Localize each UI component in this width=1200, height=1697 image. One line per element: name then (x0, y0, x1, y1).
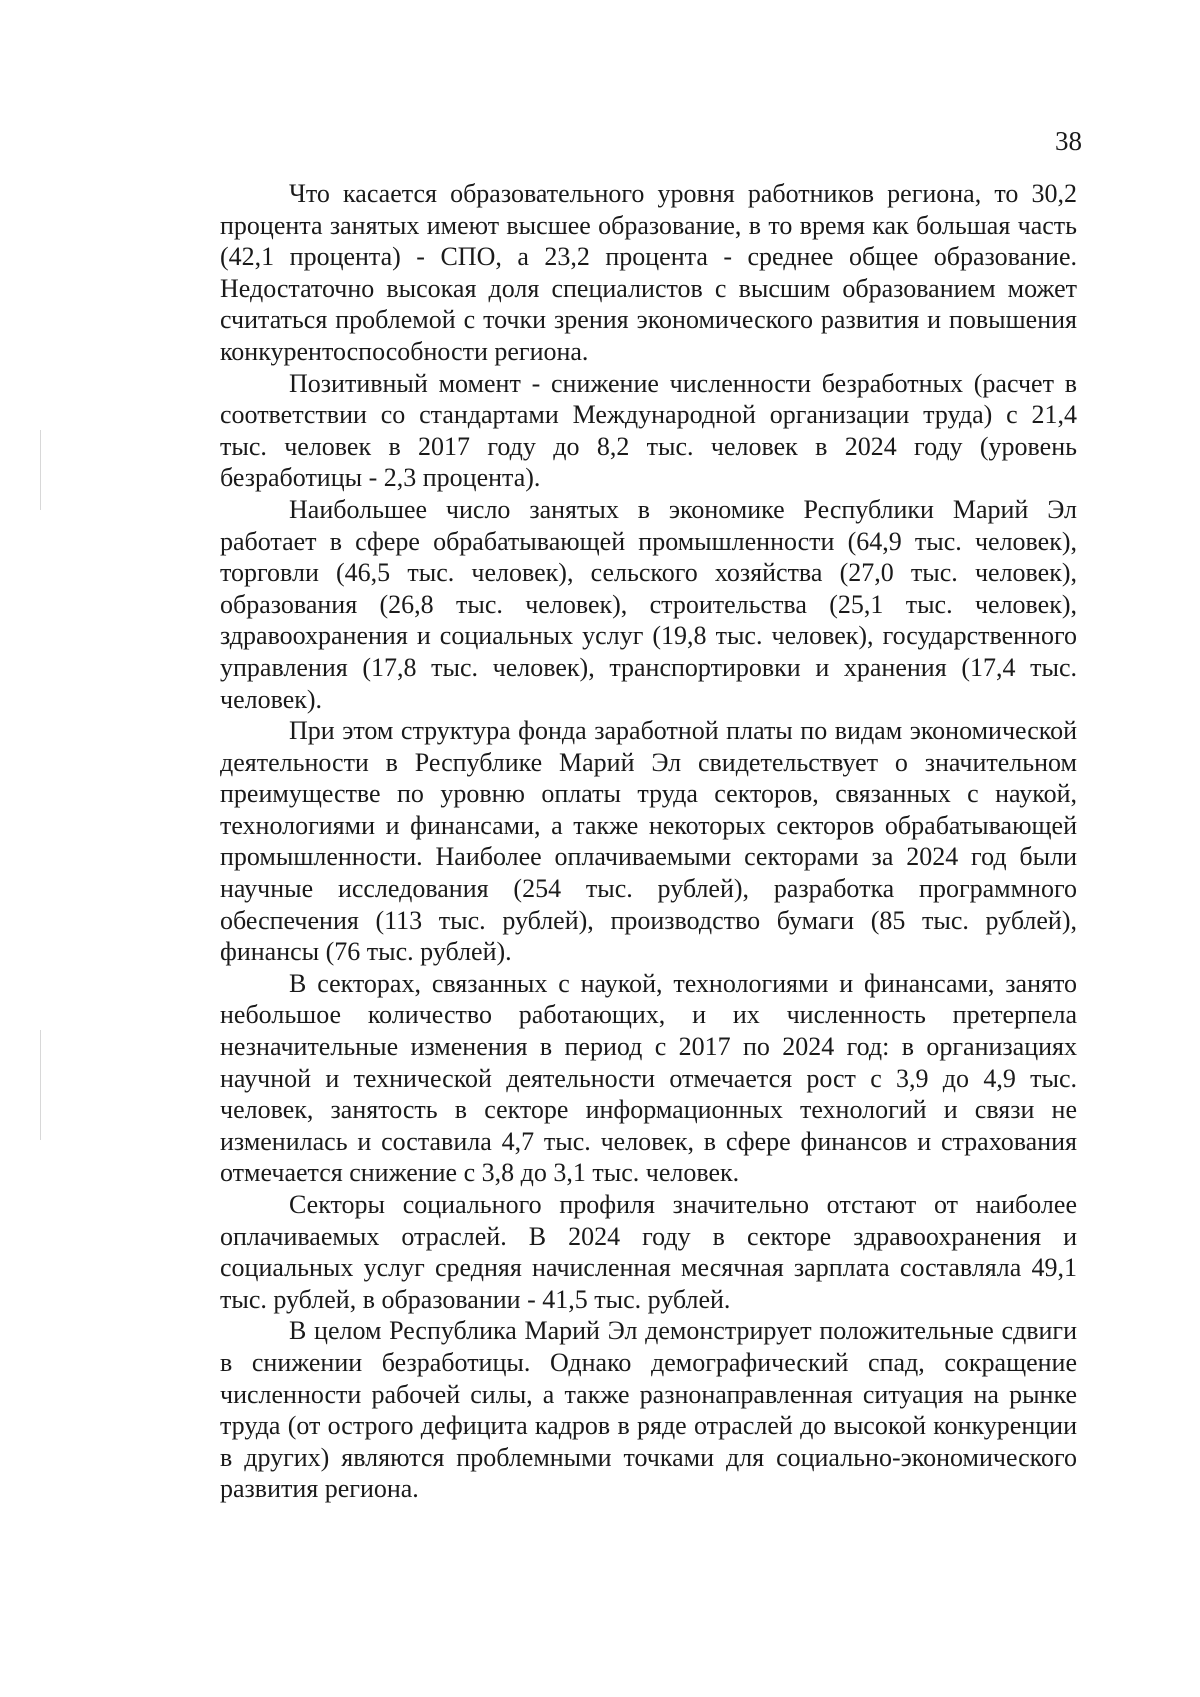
scan-edge-mark (40, 430, 41, 510)
paragraph-unemployment: Позитивный момент - снижение численности безработных (расчет в соответствии со стандартами Международной организации труда) с 21,4 тыс. человек в 2017 году до 8,2 тыс. человек в 2024 году (уровень безработицы - 2,3 процента). (220, 368, 1077, 493)
page-number: 38 (1055, 126, 1082, 156)
paragraph-education-level: Что касается образовательного уровня работников региона, то 30,2 процента занятых имеют высшее образование, в то время как большая часть (42,1 процента) - СПО, а 23,2 процента - среднее общее образование. Недостаточно высокая доля специалистов с высшим образованием может считаться проблемой с точки зрения экономического развития и повышения конкурентоспособности региона. (220, 179, 1077, 366)
document-body (220, 178, 1077, 1505)
paragraph-social-sectors: Секторы социального профиля значительно отстают от наиболее оплачиваемых отраслей. В 2024 году в секторе здравоохранения и социальных услуг средняя начисленная месячная зарплата составляла 49,1 тыс. рублей, в образовании - 41,5 тыс. рублей. (220, 1190, 1077, 1314)
paragraph-wage-structure: При этом структура фонда заработной платы по видам экономической деятельности в Республике Марий Эл свидетельствует о значительном преимуществе по уровню оплаты труда секторов, связанных с наукой, технологиями и финансами, а также некоторых секторов обрабатывающей промышленности. Наиболее оплачиваемыми секторами за 2024 год были научные исследования (254 тыс. рублей), разработка программного обеспечения (113 тыс. рублей), производство бумаги (85 тыс. рублей), финансы (76 тыс. рублей). (220, 716, 1077, 967)
paragraph-science-tech-finance: В секторах, связанных с наукой, технологиями и финансами, занято небольшое количество работающих, и их численность претерпела незначительные изменения в период с 2017 по 2024 год: в организациях научной и технической деятельности отмечается рост с 3,9 до 4,9 тыс. человек, занятость в секторе информационных технологий и связи не изменилась и составила 4,7 тыс. человек, в сфере финансов и страхования отмечается снижение с 3,8 до 3,1 тыс. человек. (220, 968, 1077, 1188)
scan-edge-mark (40, 1030, 41, 1140)
paragraph-conclusion: В целом Республика Марий Эл демонстрирует положительные сдвиги в снижении безработицы. Однако демографический спад, сокращение численности рабочей силы, а также разнонаправленная ситуация на рынке труда (от острого дефицита кадров в ряде отраслей до высокой конкуренции в других) являются проблемными точками для социально-экономического развития региона. (220, 1316, 1077, 1504)
paragraph-employment-sectors: Наибольшее число занятых в экономике Республики Марий Эл работает в сфере обрабатывающей промышленности (64,9 тыс. человек), торговли (46,5 тыс. человек), сельского хозяйства (27,0 тыс. человек), образования (26,8 тыс. человек), строительства (25,1 тыс. человек), здравоохранения и социальных услуг (19,8 тыс. человек), государственного управления (17,8 тыс. человек), транспортировки и хранения (17,4 тыс. человек). (220, 494, 1077, 714)
